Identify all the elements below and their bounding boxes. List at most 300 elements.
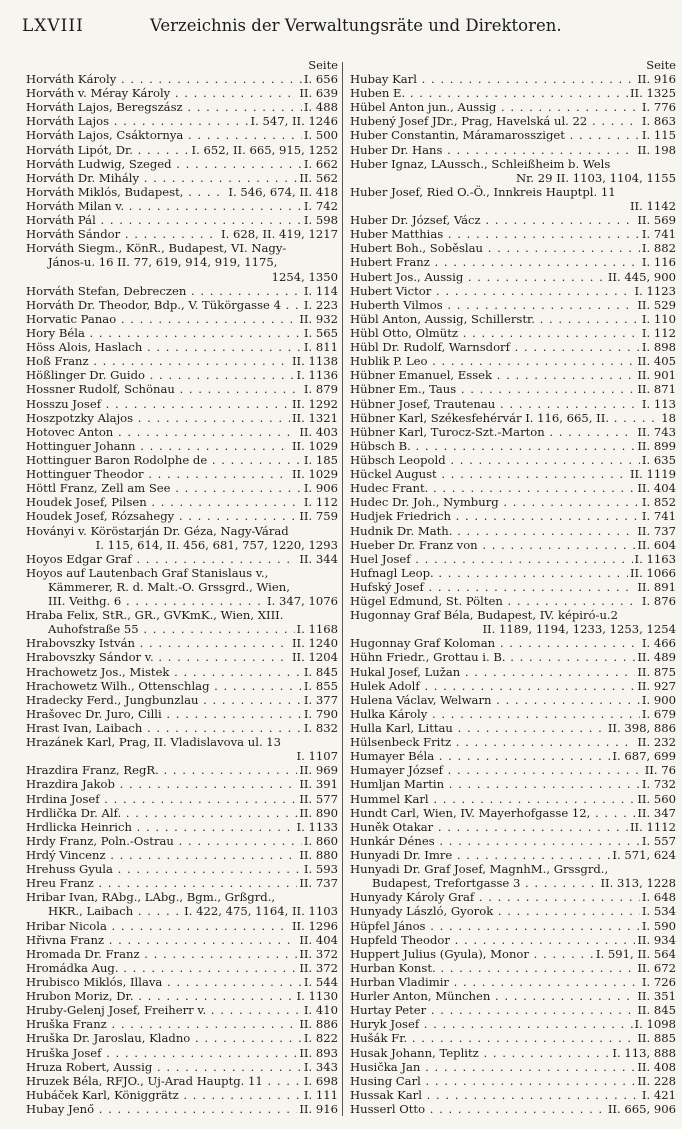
entry-name: Hunyady Károly Graf . . .: [350, 890, 640, 904]
index-entry: [350, 481, 676, 495]
entry-name: Hosszu Josef . . .: [26, 397, 290, 411]
entry-name: Hussak Karl . . .: [350, 1088, 640, 1102]
index-entry: [350, 509, 676, 523]
index-entry: [350, 749, 676, 763]
index-entry: [26, 185, 338, 199]
entry-page-ref: I. 863: [641, 114, 676, 129]
entry-name: Hrabovszky István . . .: [26, 636, 290, 650]
entry-name: Hruška Josef . . .: [26, 1046, 297, 1060]
entry-name: Huber Dr. József, Vácz . . .: [350, 213, 635, 227]
entry-page-ref: I. 114: [303, 283, 338, 298]
index-entry: [26, 890, 338, 904]
entry-page-ref: I. 110: [641, 311, 676, 326]
entry-name: Hübner Em., Taus . . .: [350, 382, 635, 396]
entry-name: Hübsch B. . . .: [350, 439, 635, 453]
index-entry: [350, 312, 676, 326]
index-entry: [26, 552, 338, 566]
index-entry: [26, 665, 338, 679]
entry-name: Hrdlička Dr. Alf. . . .: [26, 806, 297, 820]
index-entry: [350, 72, 676, 86]
entry-page-ref: II. 1292: [291, 396, 338, 411]
entry-page-ref: II. 405: [637, 354, 676, 369]
index-entry: [350, 693, 676, 707]
entry-name: Horváth Lajos . . .: [26, 114, 249, 128]
entry-page-ref: II. 529: [637, 297, 676, 312]
index-entry: [26, 933, 338, 947]
entry-name: Höttl Franz, Zell am See . . .: [26, 481, 302, 495]
entry-page-ref: II. 1029: [291, 467, 338, 482]
entry-page-ref: II. 489: [637, 650, 676, 665]
index-entry: [350, 636, 676, 650]
entry-page-ref: II. 1112: [629, 819, 676, 834]
entry-name: Husička Jan . . .: [350, 1060, 635, 1074]
seite-label-right: Seite: [646, 58, 676, 72]
entry-name: Houdek Josef, Pilsen . . .: [26, 495, 302, 509]
entry-page-ref: I. 488: [303, 100, 338, 115]
index-entry: [350, 1031, 676, 1045]
entry-name: Hufnagl Leop. . . .: [350, 566, 628, 580]
index-entry: [350, 707, 676, 721]
column-divider: [342, 62, 343, 1116]
index-entry: [350, 594, 676, 608]
entry-name: Hoyos Edgar Graf . . .: [26, 552, 297, 566]
entry-page-ref: I. 906: [303, 481, 338, 496]
entry-page-ref: II. 403: [299, 424, 338, 439]
entry-name: Höss Alois, Haslach . . .: [26, 340, 302, 354]
index-entry: [350, 467, 676, 481]
entry-name: Horváth Milan v. . . .: [26, 199, 302, 213]
index-entry: [26, 368, 338, 382]
entry-continuation: 1254, 1350: [271, 269, 338, 284]
index-entry: [26, 1017, 338, 1031]
index-entry: [26, 114, 338, 128]
entry-name: Hromada Dr. Franz . . .: [26, 947, 297, 961]
entry-page-ref: I. 900: [641, 692, 676, 707]
index-entry: [350, 989, 676, 1003]
entry-page-ref: II. 372: [299, 960, 338, 975]
index-entry: [350, 862, 676, 876]
entry-page-ref: I. 557: [641, 833, 676, 848]
index-entry: [350, 552, 676, 566]
entry-name: Hudec Dr. Joh., Nymburg . . .: [350, 495, 640, 509]
entry-page-ref: II. 899: [637, 438, 676, 453]
entry-page-ref: I. 635: [641, 452, 676, 467]
entry-page-ref: I. 421: [641, 1087, 676, 1102]
entry-name: Hubert Jos., Aussig . . .: [350, 270, 606, 284]
index-entry: [26, 947, 338, 961]
entry-name: Huber Dr. Hans . . .: [350, 143, 635, 157]
entry-name: Hruzek Béla, RFJO., Uj-Arad Hauptg. 11 . . .: [26, 1074, 302, 1088]
index-entry: [26, 1003, 338, 1017]
entry-name: Horváth Ludwig, Szeged . . .: [26, 157, 302, 171]
entry-name: Hreu Franz . . .: [26, 876, 297, 890]
index-entry: [26, 848, 338, 862]
entry-page-ref: I. 1123: [634, 283, 676, 298]
index-entry: [350, 1003, 676, 1017]
entry-page-ref: I. 811: [303, 340, 338, 355]
entry-name: Hromádka Aug. . . .: [26, 961, 297, 975]
index-entry: [26, 777, 338, 791]
entry-page-ref: I. 1133: [296, 819, 338, 834]
index-entry: [26, 227, 338, 241]
entry-name: Hrazdira Franz, RegR. . . .: [26, 763, 297, 777]
entry-name: Auhofstraße 55 . . .: [26, 622, 295, 636]
index-entry: [350, 114, 676, 128]
entry-name: Houdek Josef, Rózsahegy . . .: [26, 509, 297, 523]
entry-page-ref: I. 500: [303, 128, 338, 143]
entry-page-ref: II. 893: [299, 1045, 338, 1060]
entry-name: Hummel Karl . . .: [350, 792, 635, 806]
index-entry: [26, 792, 338, 806]
entry-page-ref: I. 845: [303, 664, 338, 679]
entry-name: Hossner Rudolf, Schönau . . .: [26, 382, 302, 396]
entry-page-ref: II. 232: [637, 735, 676, 750]
entry-name: Horváth Stefan, Debreczen . . .: [26, 284, 302, 298]
entry-name: Hruby-Gelenj Josef, Freiherr v. . . .: [26, 1003, 302, 1017]
index-entry: [26, 439, 338, 453]
index-entry: [350, 650, 676, 664]
index-entry: [350, 524, 676, 538]
entry-name: Hottinguer Johann . . .: [26, 439, 290, 453]
index-entry: [26, 453, 338, 467]
entry-name: Husserl Otto . . .: [350, 1102, 606, 1116]
index-entry: [26, 975, 338, 989]
entry-page-ref: I. 112: [303, 495, 338, 510]
index-entry: [26, 566, 338, 580]
entry-name: Horváth Károly . . .: [26, 72, 302, 86]
index-entry: [26, 199, 338, 213]
entry-name: Huber Ignaz, LAussch., Schleißheim b. Wels: [350, 156, 611, 171]
index-entry: [26, 128, 338, 142]
entry-name: Hunyadi Dr. Imre . . .: [350, 848, 610, 862]
entry-page-ref: I. 855: [303, 678, 338, 693]
entry-name: Hülsenbeck Fritz . . .: [350, 735, 635, 749]
entry-page-ref: II. 1240: [291, 636, 338, 651]
index-entry: [350, 255, 676, 269]
entry-page-ref: I. 377: [303, 692, 338, 707]
entry-page-ref: I. 732: [641, 777, 676, 792]
entry-page-ref: II. 672: [637, 960, 676, 975]
index-entry: [26, 1088, 338, 1102]
index-entry: [350, 411, 676, 425]
entry-name: Hückel August . . .: [350, 467, 628, 481]
entry-page-ref: II. 1325: [629, 86, 676, 101]
entry-name: Hrehuss Gyula . . .: [26, 862, 302, 876]
entry-page-ref: I. 598: [303, 213, 338, 228]
entry-name: Horváth Sándor . . .: [26, 227, 219, 241]
entry-name: Horváth Pál . . .: [26, 213, 302, 227]
index-entry: [26, 721, 338, 735]
entry-name: Hubay Jenő . . .: [26, 1102, 297, 1116]
entry-name: Hrazánek Karl, Prag, II. Vladislavova ul. 13: [26, 735, 282, 750]
entry-page-ref: I. 534: [641, 904, 676, 919]
index-entry: [26, 763, 338, 777]
entry-name: Hufský Josef . . .: [350, 580, 635, 594]
index-entry: [26, 326, 338, 340]
entry-name: Humayer József . . .: [350, 763, 643, 777]
entry-page-ref: I. 593: [303, 862, 338, 877]
entry-page-ref: I. 422, 475, 1164, II. 1103: [184, 904, 338, 919]
entry-name: Hübner Emanuel, Essek . . .: [350, 368, 635, 382]
entry-name: Budapest, Trefortgasse 3 . . .: [350, 876, 598, 890]
entry-name: Hruza Robert, Aussig . . .: [26, 1060, 302, 1074]
index-entry: [350, 86, 676, 100]
entry-page-ref: I. 860: [303, 833, 338, 848]
entry-name: Hřivna Franz . . .: [26, 933, 297, 947]
entry-page-ref: I. 116: [641, 255, 676, 270]
entry-name: Humljan Martin . . .: [350, 777, 640, 791]
entry-name: Hundt Carl, Wien, IV. Mayerhofgasse 12, . . .: [350, 806, 635, 820]
entry-name: Huben E. . . .: [350, 86, 628, 100]
entry-page-ref: II. 198: [637, 142, 676, 157]
entry-name: Humayer Béla . . .: [350, 749, 610, 763]
index-entry: [26, 989, 338, 1003]
index-entry: [350, 834, 676, 848]
index-entry: [26, 650, 338, 664]
index-entry: [26, 411, 338, 425]
page-number: LXVIII: [22, 16, 84, 36]
entry-name: Hübner Karl, Turocz-Szt.-Marton . . .: [350, 425, 635, 439]
entry-page-ref: II. 76: [644, 763, 676, 778]
entry-name: Hübel Anton jun., Aussig . . .: [350, 100, 640, 114]
entry-name: Hoß Franz . . .: [26, 354, 290, 368]
entry-page-ref: I. 656: [303, 72, 338, 86]
entry-name: Hrdlicka Heinrich . . .: [26, 820, 295, 834]
entry-name: Hory Béla . . .: [26, 326, 302, 340]
entry-page-ref: I. 628, II. 419, 1217: [221, 227, 338, 242]
page-title: Verzeichnis der Verwaltungsräte und Direktoren.: [150, 16, 562, 35]
entry-page-ref: I. 687, 699: [612, 749, 676, 764]
entry-page-ref: I. 185: [303, 452, 338, 467]
entry-name: Hruška Dr. Jaroslau, Kladno . . .: [26, 1031, 302, 1045]
index-entry: [350, 947, 676, 961]
index-entry: [26, 481, 338, 495]
index-entry: [26, 1031, 338, 1045]
index-entry: [350, 284, 676, 298]
index-entry: [350, 679, 676, 693]
entry-page-ref: I. 223: [303, 297, 338, 312]
entry-continuation: Kämmerer, R. d. Malt.-O. Grssgrd., Wien,: [48, 579, 290, 594]
entry-page-ref: I. 852: [641, 495, 676, 510]
entry-name: Horváth Lajos, Beregszász . . .: [26, 100, 302, 114]
entry-page-ref: I. 698: [303, 1073, 338, 1088]
entry-name: Hugonnay Graf Béla, Budapest, IV. képiró-u.2: [350, 608, 618, 623]
entry-page-ref: I. 898: [641, 340, 676, 355]
entry-name: Hoszpotzky Alajos . . .: [26, 411, 290, 425]
entry-name: Hühn Friedr., Grottau i. B. . . .: [350, 650, 635, 664]
entry-page-ref: II. 228: [637, 1073, 676, 1088]
entry-page-ref: II. 969: [299, 763, 338, 778]
entry-page-ref: II. 1321: [291, 410, 338, 425]
index-entry: [350, 1060, 676, 1074]
entry-name: Hubáček Karl, Königgrätz . . .: [26, 1088, 302, 1102]
index-entry: [26, 86, 338, 100]
entry-name: Hulena Václav, Welwarn . . .: [350, 693, 640, 707]
entry-name: Hubený Josef JDr., Prag, Havelská ul. 22 . . .: [350, 114, 640, 128]
entry-page-ref: I. 822: [303, 1031, 338, 1046]
entry-name: Hurban Konst. . . .: [350, 961, 635, 975]
entry-name: Hueber Dr. Franz von . . .: [350, 538, 635, 552]
entry-name: Hunyadi Dr. Graf Josef, MagnhM., Grssgrd.,: [350, 862, 609, 877]
entry-page-ref: II. 351: [637, 989, 676, 1004]
entry-name: Hübner Josef, Trautenau . . .: [350, 397, 640, 411]
entry-page-ref: II. 408: [637, 1059, 676, 1074]
entry-page-ref: II. 562: [299, 170, 338, 185]
entry-page-ref: I. 410: [303, 1003, 338, 1018]
index-entry: [26, 171, 338, 185]
index-entry: [26, 298, 338, 312]
entry-name: Hrdy Franz, Poln.-Ostrau . . .: [26, 834, 302, 848]
index-entry: [26, 919, 338, 933]
index-entry: [26, 961, 338, 975]
index-entry: [26, 72, 338, 86]
entry-page-ref: II. 391: [299, 777, 338, 792]
entry-name: Hoványi v. Köröstarján Dr. Géza, Nagy-Várad: [26, 523, 289, 538]
index-entry: [350, 495, 676, 509]
left-entry-list: [26, 72, 338, 1116]
index-entry: [350, 340, 676, 354]
index-entry: [350, 143, 676, 157]
entry-name: Hupfeld Theodor . . .: [350, 933, 635, 947]
entry-page-ref: I. 466: [641, 636, 676, 651]
index-entry: [26, 862, 338, 876]
index-entry: [26, 213, 338, 227]
entry-name: Hottinguer Theodor . . .: [26, 467, 290, 481]
index-entry: [26, 425, 338, 439]
entry-name: Hrast Ivan, Laibach . . .: [26, 721, 302, 735]
entry-page-ref: II. 1138: [291, 354, 338, 369]
entry-name: Hunkár Dénes . . .: [350, 834, 640, 848]
entry-name: Hribar Nicola . . .: [26, 919, 290, 933]
index-entry: [26, 820, 338, 834]
entry-page-ref: II. 737: [299, 876, 338, 891]
entry-name: Horváth Siegm., KönR., Budapest, VI. Nagy-: [26, 241, 287, 256]
entry-name: Horvatic Panao . . .: [26, 312, 297, 326]
entry-name: Hulla Karl, Littau . . .: [350, 721, 606, 735]
index-entry: [26, 354, 338, 368]
index-entry: [350, 933, 676, 947]
entry-name: III. Veithg. 6 . . .: [26, 594, 265, 608]
entry-page-ref: II. 404: [299, 932, 338, 947]
entry-name: Hrabovszky Sándor v. . . .: [26, 650, 290, 664]
entry-name: Horváth Dr. Mihály . . .: [26, 171, 297, 185]
entry-name: Huel Josef . . .: [350, 552, 633, 566]
entry-name: Hunyady László, Gyorok . . .: [350, 904, 640, 918]
entry-name: Huber Josef, Ried O.-Ö., Innkreis Hauptpl. 11: [350, 184, 616, 199]
index-entry: [350, 157, 676, 171]
entry-page-ref: II. 445, 900: [607, 269, 676, 284]
entry-page-ref: II. 737: [637, 523, 676, 538]
entry-page-ref: I. 679: [641, 706, 676, 721]
entry-name: Hublik P. Leo . . .: [350, 354, 635, 368]
entry-name: Hrašovec Dr. Juro, Cilli . . .: [26, 707, 302, 721]
entry-name: Hribar Ivan, RAbg., LAbg., Bgm., Grßgrd.,: [26, 890, 276, 905]
entry-name: Hrubisco Miklós, Illava . . .: [26, 975, 302, 989]
entry-page-ref: II. 372: [299, 946, 338, 961]
index-entry: [350, 397, 676, 411]
index-entry: [350, 792, 676, 806]
entry-page-ref: I. 882: [641, 241, 676, 256]
index-entry: [350, 904, 676, 918]
index-entry: [350, 368, 676, 382]
index-entry: [350, 326, 676, 340]
index-entry: [26, 284, 338, 298]
entry-name: Hoyos auf Lautenbach Graf Stanislaus v.,: [26, 565, 269, 580]
index-entry: [350, 213, 676, 227]
index-entry: [350, 890, 676, 904]
entry-page-ref: I. 876: [641, 594, 676, 609]
entry-page-ref: I. 112: [641, 325, 676, 340]
entry-page-ref: I. 742: [303, 198, 338, 213]
entry-name: Huppert Julius (Gyula), Monor . . .: [350, 947, 594, 961]
index-entry: [350, 1102, 676, 1116]
entry-page-ref: II. 639: [299, 86, 338, 101]
entry-page-ref: II. 313, 1228: [600, 876, 676, 891]
index-entry: [26, 143, 338, 157]
entry-page-ref: II. 604: [637, 537, 676, 552]
index-entry: [26, 382, 338, 396]
entry-page-ref: II. 916: [299, 1101, 338, 1116]
entry-name: Hubay Karl . . .: [350, 72, 635, 86]
index-entry: [350, 735, 676, 749]
entry-name: Hrachowetz Wilh., Ottenschlag . . .: [26, 679, 302, 693]
index-entry: [350, 298, 676, 312]
index-entry: [350, 1017, 676, 1031]
entry-name: Hudjek Friedrich . . .: [350, 509, 640, 523]
entry-name: Huněk Otakar . . .: [350, 820, 628, 834]
entry-name: Horváth v. Méray Károly . . .: [26, 86, 297, 100]
entry-page-ref: II. 901: [637, 368, 676, 383]
index-entry: [350, 876, 676, 890]
index-entry: [350, 580, 676, 594]
entry-page-ref: I. 547, II. 1246: [250, 114, 338, 129]
entry-page-ref: I. 741: [641, 509, 676, 524]
index-entry: [350, 354, 676, 368]
index-entry: [350, 425, 676, 439]
entry-name: Hübsch Leopold . . .: [350, 453, 640, 467]
index-entry: [26, 693, 338, 707]
index-entry: [26, 876, 338, 890]
entry-name: Hudec Frant. . . .: [350, 481, 635, 495]
entry-name: Hrachowetz Jos., Mistek . . .: [26, 665, 302, 679]
index-entry: [26, 735, 338, 749]
entry-page-ref: II. 1204: [291, 650, 338, 665]
entry-page-ref: II. 880: [299, 848, 338, 863]
entry-name: Husing Carl . . .: [350, 1074, 635, 1088]
entry-name: Hrubon Moriz, Dr. . . .: [26, 989, 295, 1003]
entry-continuation: II. 1189, 1194, 1233, 1253, 1254: [482, 622, 676, 637]
entry-page-ref: I. 544: [303, 975, 338, 989]
index-entry: [26, 806, 338, 820]
entry-name: Hübner Karl, Székesfehérvár I. 116, 665, II. . . .: [350, 411, 659, 425]
entry-name: Hottinguer Baron Rodolphe de . . .: [26, 453, 302, 467]
entry-name: Hubert Franz . . .: [350, 255, 640, 269]
index-entry: [350, 227, 676, 241]
index-entry: [26, 608, 338, 622]
entry-page-ref: II. 569: [637, 213, 676, 228]
entry-name: Hurtay Peter . . .: [350, 1003, 635, 1017]
entry-name: Hügel Edmund, St. Pölten . . .: [350, 594, 640, 608]
entry-page-ref: I. 1163: [634, 551, 676, 566]
entry-page-ref: I. 571, 624: [612, 848, 676, 863]
entry-page-ref: II. 398, 886: [607, 721, 676, 736]
entry-page-ref: I. 1168: [296, 622, 338, 637]
left-column: [26, 58, 338, 1116]
entry-page-ref: 18: [661, 410, 676, 425]
seite-label-left: Seite: [308, 58, 338, 72]
entry-name: Hulek Adolf . . .: [350, 679, 635, 693]
index-entry: [350, 665, 676, 679]
